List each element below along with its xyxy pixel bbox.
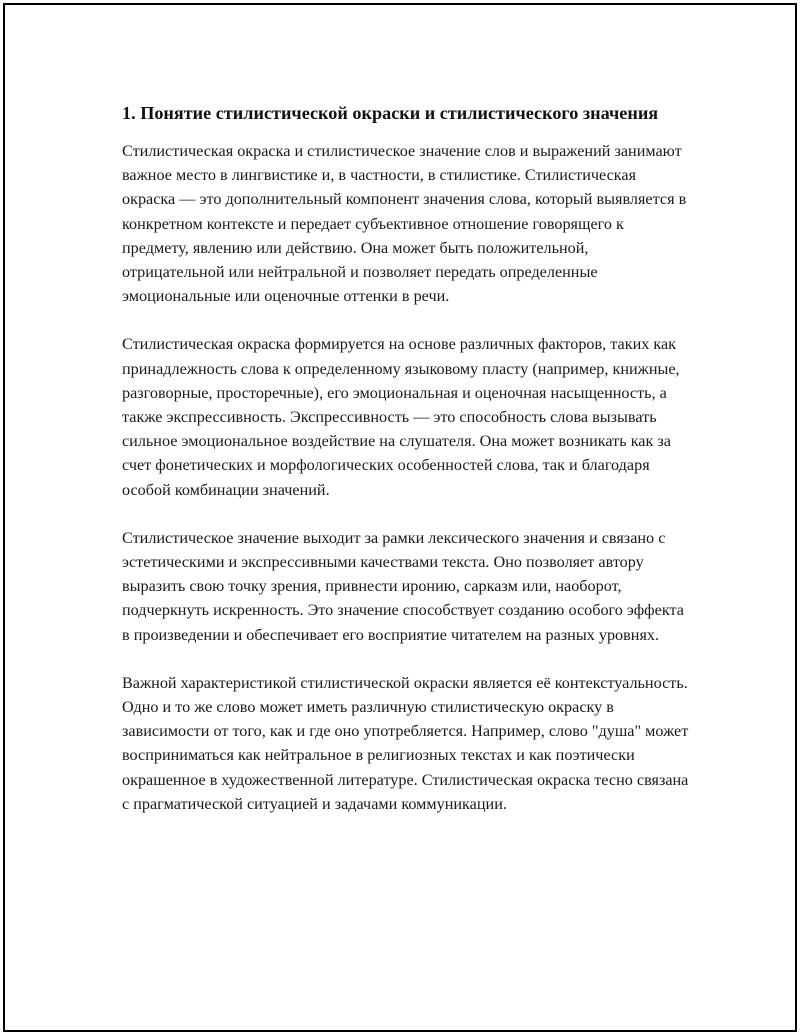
page-frame bbox=[3, 3, 797, 1032]
paragraph-3: Стилистическое значение выходит за рамки лексического значения и связано с эстетическими и экспрессивными качествами текста. Оно позволяет автору выразить свою точку зрения, привнести иронию, сарказм или, наоборот, подчеркнуть искренность. Это значение способствует созданию особого эффекта в произведении и обеспечивает его восприятие читателем на разных уровнях. bbox=[122, 528, 684, 644]
section-title: 1. Понятие стилистической окраски и стилистического значения bbox=[122, 103, 659, 123]
paragraph-2: Стилистическая окраска формируется на основе различных факторов, таких как принадлежность слова к определенному языковому пласту (например, книжные, разговорные, просторечные), его эмоциональная и оценочная насыщенность, а также экспрессивность. Экспрессивность — это способность слова вызывать сильное эмоциональное воздействие на слушателя. Она может возникать как за счет фонетических и морфологических особенностей слова, так и благодаря особой комбинации значений. bbox=[122, 335, 680, 499]
document-body bbox=[122, 100, 692, 840]
paragraph-1: Стилистическая окраска и стилистическое значение слов и выражений занимают важное место в лингвистике и, в частности, в стилистике. Стилистическая окраска — это дополнительный компонент значения слова, который выявляется в конкретном контексте и передает субъективное отношение говорящего к предмету, явлению или действию. Она может быть положительной, отрицательной или нейтральной и позволяет передать определенные эмоциональные или оценочные оттенки в речи. bbox=[122, 142, 687, 306]
paragraph-4: Важной характеристикой стилистической окраски является её контекстуальность. Одно и то же слово может иметь различную стилистическую окраску в зависимости от того, как и где оно употребляется. Например, слово "душа" может восприниматься как нейтральное в религиозных текстах и как поэтически окрашенное в художественной литературе. Стилистическая окраска тесно связана с прагматической ситуацией и задачами коммуникации. bbox=[122, 673, 689, 813]
